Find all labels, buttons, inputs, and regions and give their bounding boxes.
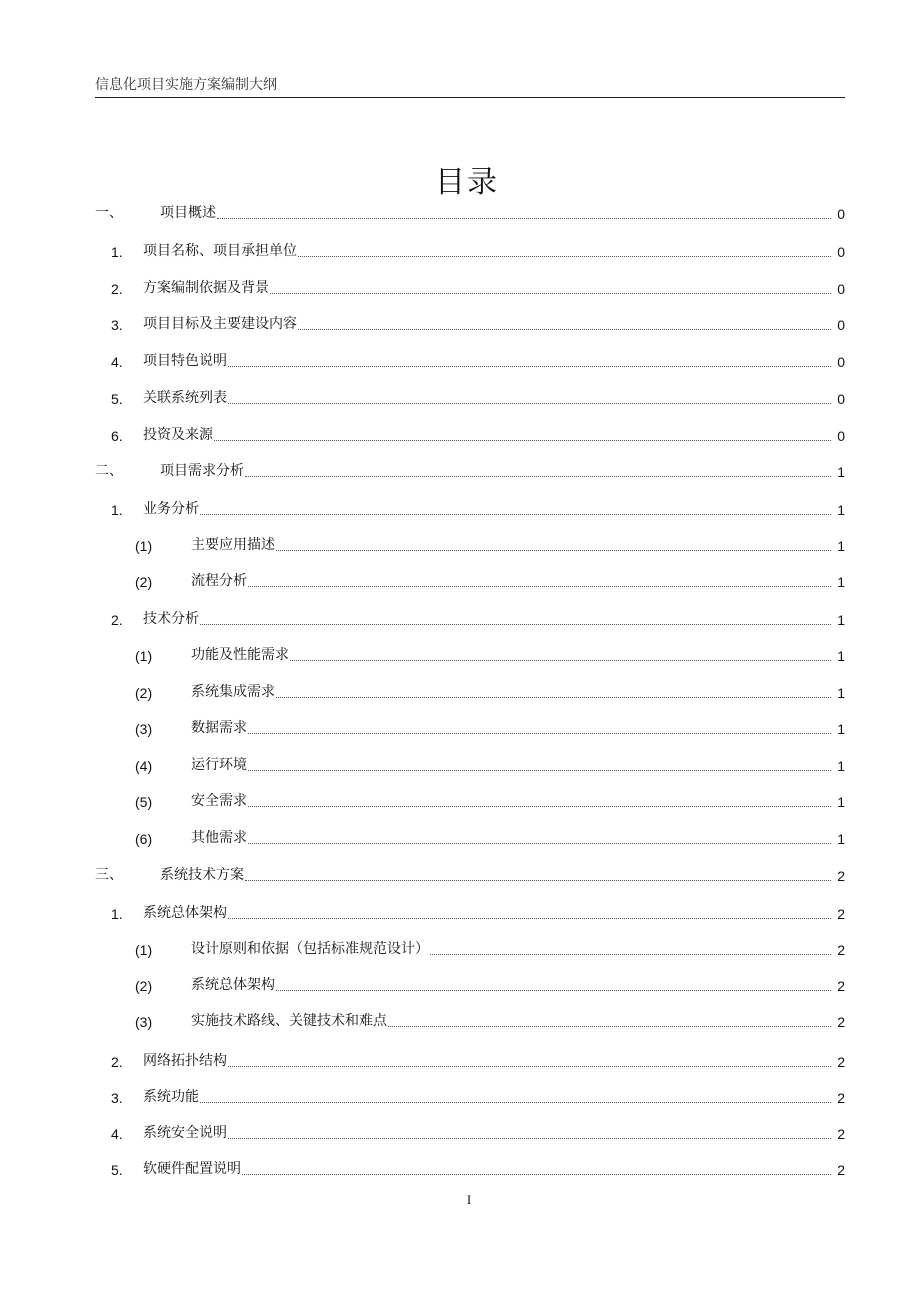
dot-leader — [228, 1138, 831, 1139]
toc-entry-label: 系统总体架构 — [143, 902, 228, 922]
dot-leader — [270, 293, 831, 294]
toc-entry[interactable] — [95, 717, 845, 739]
toc-entry-page: 2 — [837, 942, 845, 958]
dot-leader — [228, 366, 831, 367]
toc-entry-number: (2) — [135, 574, 153, 590]
toc-entry-number: 2. — [111, 1054, 123, 1070]
dot-leader — [248, 806, 831, 807]
dot-leader — [276, 990, 831, 991]
toc-entry-page: 0 — [837, 317, 845, 333]
dot-leader — [245, 476, 831, 477]
toc-entry[interactable] — [95, 1122, 845, 1144]
toc-entry-page: 1 — [837, 794, 845, 810]
toc-entry[interactable] — [95, 681, 845, 703]
toc-title: 目录 — [435, 165, 499, 200]
toc-entry-label: 主要应用描述 — [191, 534, 276, 554]
toc-entry-number: 1. — [111, 244, 123, 260]
toc-entry-number: 6. — [111, 428, 123, 444]
toc-entry[interactable] — [95, 313, 845, 335]
toc-entry[interactable] — [95, 1158, 845, 1180]
dot-leader — [248, 770, 831, 771]
toc-entry-number: (2) — [135, 685, 153, 701]
toc-entry[interactable] — [95, 608, 845, 630]
toc-entry-page: 1 — [837, 685, 845, 701]
toc-entry[interactable] — [95, 974, 845, 996]
dot-leader — [217, 218, 831, 219]
toc-entry-number: 4. — [111, 1126, 123, 1142]
toc-entry-label: 实施技术路线、关键技术和难点 — [191, 1010, 388, 1030]
toc-entry-page: 2 — [837, 1014, 845, 1030]
toc-entry[interactable] — [95, 277, 845, 299]
dot-leader — [248, 733, 831, 734]
toc-entry-label: 项目目标及主要建设内容 — [143, 313, 298, 333]
toc-entry-page: 1 — [837, 612, 845, 628]
toc-entry-number: (3) — [135, 1014, 153, 1030]
dot-leader — [228, 1066, 831, 1067]
dot-leader — [248, 843, 831, 844]
toc-entry[interactable] — [95, 644, 845, 666]
toc-entry-number: 2. — [111, 281, 123, 297]
toc-entry-page: 2 — [837, 1126, 845, 1142]
toc-entry-page: 2 — [837, 906, 845, 922]
toc-entry-label: 安全需求 — [191, 790, 248, 810]
toc-entry-number: 3. — [111, 1090, 123, 1106]
toc-entry-label: 技术分析 — [143, 608, 200, 628]
toc-entry-number: (1) — [135, 942, 153, 958]
toc-entry[interactable] — [95, 1010, 845, 1032]
toc-entry-label: 关联系统列表 — [143, 387, 228, 407]
toc-entry[interactable] — [95, 570, 845, 592]
toc-entry-number: (3) — [135, 721, 153, 737]
running-header: 信息化项目实施方案编制大纲 — [95, 77, 277, 93]
toc-entry[interactable] — [95, 1050, 845, 1072]
dot-leader — [200, 624, 831, 625]
toc-entry-label: 系统安全说明 — [143, 1122, 228, 1142]
toc-entry-page: 1 — [837, 758, 845, 774]
toc-entry[interactable] — [95, 424, 845, 446]
dot-leader — [248, 586, 831, 587]
dot-leader — [200, 1102, 831, 1103]
toc-entry-label: 方案编制依据及背景 — [143, 277, 270, 297]
toc-entry-page: 0 — [837, 391, 845, 407]
toc-entry-page: 2 — [837, 1162, 845, 1178]
dot-leader — [388, 1026, 831, 1027]
toc-entry-number: (1) — [135, 538, 153, 554]
toc-entry-number: 5. — [111, 1162, 123, 1178]
toc-entry-number: (5) — [135, 794, 153, 810]
toc-entry-label: 网络拓扑结构 — [143, 1050, 228, 1070]
toc-entry-page: 1 — [837, 721, 845, 737]
toc-entry-label: 项目特色说明 — [143, 350, 228, 370]
toc-entry[interactable] — [95, 864, 845, 886]
toc-entry-label: 系统集成需求 — [191, 681, 276, 701]
toc-entry[interactable] — [95, 387, 845, 409]
dot-leader — [276, 550, 831, 551]
toc-entry[interactable] — [95, 350, 845, 372]
toc-entry-label: 项目概述 — [160, 202, 217, 222]
toc-entry-label: 系统功能 — [143, 1086, 200, 1106]
toc-entry-page: 1 — [837, 464, 845, 480]
toc-entry-label: 设计原则和依据（包括标准规范设计） — [191, 938, 430, 958]
toc-entry-page: 2 — [837, 978, 845, 994]
toc-entry-number: 1. — [111, 502, 123, 518]
dot-leader — [298, 256, 831, 257]
toc-entry-page: 0 — [837, 281, 845, 297]
toc-entry[interactable] — [95, 460, 845, 482]
toc-entry-number: 2. — [111, 612, 123, 628]
toc-entry-page: 2 — [837, 1054, 845, 1070]
toc-entry-page: 0 — [837, 244, 845, 260]
toc-entry-label: 业务分析 — [143, 498, 200, 518]
toc-entry-number: (2) — [135, 978, 153, 994]
toc-entry-page: 1 — [837, 538, 845, 554]
toc-entry-label: 系统总体架构 — [191, 974, 276, 994]
toc-entry-number: 3. — [111, 317, 123, 333]
dot-leader — [228, 918, 831, 919]
toc-entry-number: (6) — [135, 831, 153, 847]
toc-entry-page: 1 — [837, 831, 845, 847]
toc-entry-label: 其他需求 — [191, 827, 248, 847]
toc-entry[interactable] — [95, 938, 845, 960]
toc-entry-page: 0 — [837, 354, 845, 370]
toc-entry[interactable] — [95, 534, 845, 556]
page-number: I — [466, 1192, 472, 1207]
toc-entry-number: 三、 — [95, 867, 123, 883]
toc-entry[interactable] — [95, 902, 845, 924]
toc-entry[interactable] — [95, 754, 845, 776]
toc-entry-number: (1) — [135, 648, 153, 664]
toc-entry-page: 0 — [837, 428, 845, 444]
toc-entry-page: 1 — [837, 502, 845, 518]
toc-entry[interactable] — [95, 498, 845, 520]
toc-entry-page: 1 — [837, 574, 845, 590]
toc-entry-label: 功能及性能需求 — [191, 644, 290, 664]
toc-entry-label: 数据需求 — [191, 717, 248, 737]
toc-entry-number: 二、 — [95, 463, 123, 479]
toc-entry-number: 一、 — [95, 205, 123, 221]
toc-entry-page: 2 — [837, 868, 845, 884]
dot-leader — [245, 880, 831, 881]
toc-entry[interactable] — [95, 240, 845, 262]
toc-entry-number: (4) — [135, 758, 153, 774]
toc-entry-number: 5. — [111, 391, 123, 407]
toc-entry[interactable] — [95, 827, 845, 849]
dot-leader — [242, 1174, 831, 1175]
toc-entry-page: 1 — [837, 648, 845, 664]
dot-leader — [298, 329, 831, 330]
toc-entry-label: 软硬件配置说明 — [143, 1158, 242, 1178]
toc-entry-number: 1. — [111, 906, 123, 922]
dot-leader — [290, 660, 831, 661]
toc-entry-label: 项目名称、项目承担单位 — [143, 240, 298, 260]
toc-entry-label: 项目需求分析 — [160, 460, 245, 480]
toc-entry-number: 4. — [111, 354, 123, 370]
toc-entry[interactable] — [95, 202, 845, 224]
toc-entry-label: 运行环境 — [191, 754, 248, 774]
toc-entry-label: 流程分析 — [191, 570, 248, 590]
dot-leader — [430, 954, 831, 955]
toc-entry-page: 2 — [837, 1090, 845, 1106]
dot-leader — [214, 440, 831, 441]
toc-entry[interactable] — [95, 790, 845, 812]
dot-leader — [228, 403, 831, 404]
toc-entry[interactable] — [95, 1086, 845, 1108]
toc-entry-page: 0 — [837, 206, 845, 222]
dot-leader — [200, 514, 831, 515]
dot-leader — [276, 697, 831, 698]
toc-entry-label: 系统技术方案 — [160, 864, 245, 884]
toc-entry-label: 投资及来源 — [143, 424, 214, 444]
